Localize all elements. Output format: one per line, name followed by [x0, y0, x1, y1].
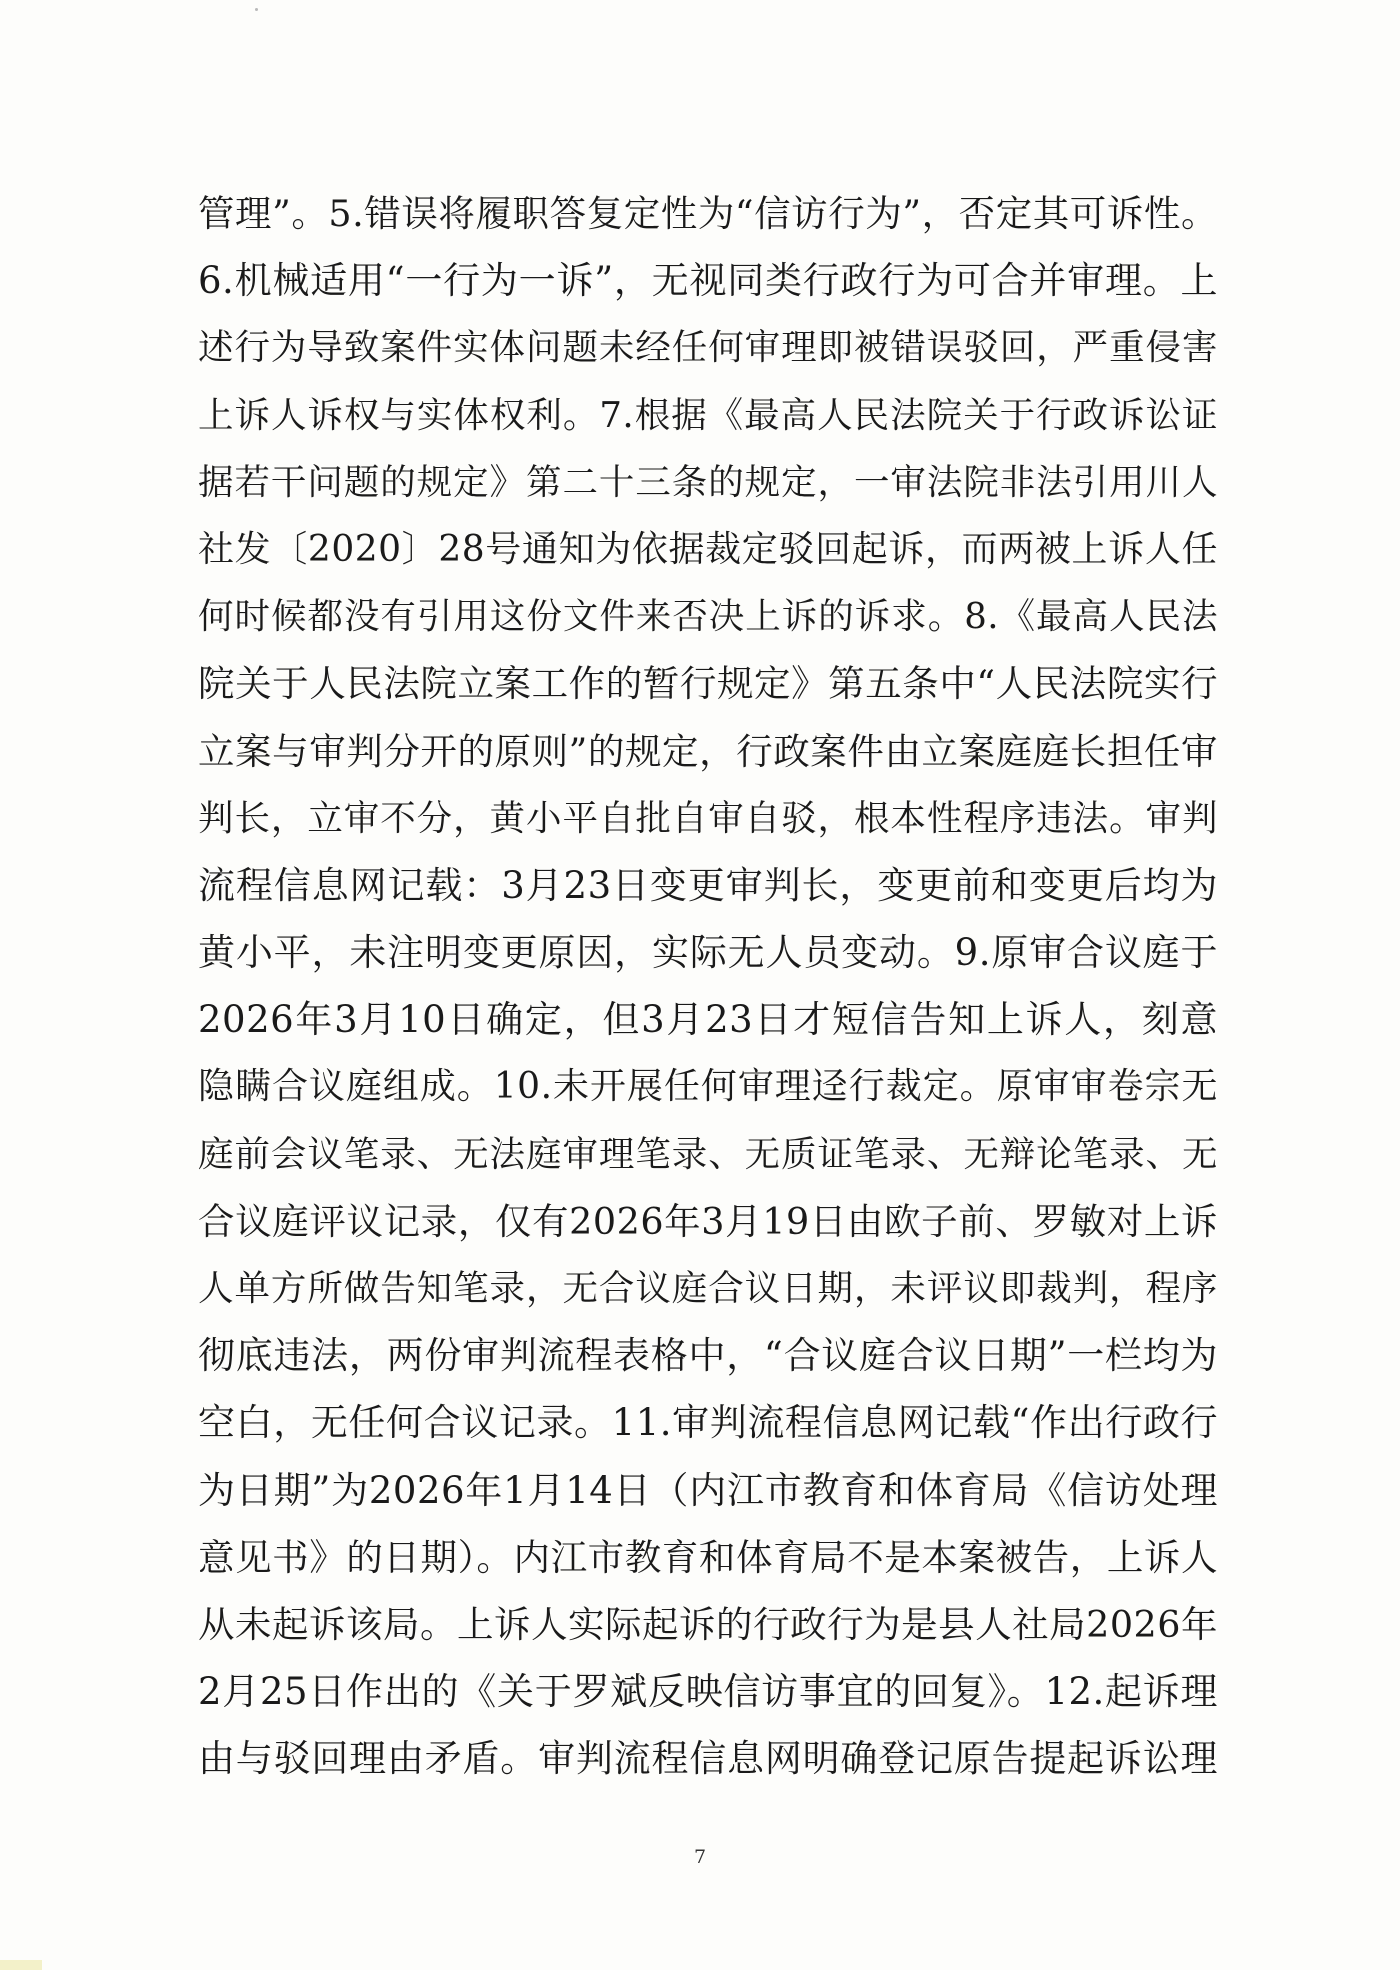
page-number: 7: [693, 1846, 707, 1868]
text-line: 2026年3月10日确定，但3月23日才短信告知上诉人，刻意: [198, 998, 1218, 1042]
text-line: 管理”。5.错误将履职答复定性为“信访行为”，否定其可诉性。: [198, 192, 1218, 235]
text-line: 从未起诉该局。上诉人实际起诉的行政行为是县人社局2026年: [198, 1602, 1218, 1646]
text-line: 流程信息网记载：3月23日变更审判长，变更前和变更后均为: [198, 863, 1218, 907]
text-line: 述行为导致案件实体问题未经任何审理即被错误驳回，严重侵害: [198, 327, 1218, 369]
text-line: 人单方所做告知笔录，无合议庭合议日期，未评议即裁判，程序: [198, 1268, 1218, 1309]
text-line: 6.机械适用“一行为一诉”，无视同类行政行为可合并审理。上: [198, 259, 1218, 303]
text-line: 空白，无任何合议记录。11.审判流程信息网记载“作出行政行: [198, 1401, 1218, 1445]
scan-speck: [255, 8, 258, 11]
text-line: 上诉人诉权与实体权利。7.根据《最高人民法院关于行政诉讼证: [198, 394, 1218, 436]
text-line: 意见书》的日期）。内江市教育和体育局不是本案被告，上诉人: [198, 1535, 1218, 1579]
text-line: 合议庭评议记录，仅有2026年3月19日由欧子前、罗敏对上诉: [198, 1199, 1218, 1243]
text-line: 彻底违法，两份审判流程表格中，“合议庭合议日期”一栏均为: [198, 1334, 1218, 1378]
text-line: 院关于人民法院立案工作的暂行规定》第五条中“人民法院实行: [198, 662, 1218, 706]
text-line: 庭前会议笔录、无法庭审理笔录、无质证笔录、无辩论笔录、无: [198, 1133, 1218, 1175]
body-text: [198, 180, 1218, 1793]
text-line: 判长，立审不分，黄小平自批自审自驳，根本性程序违法。审判: [198, 797, 1218, 839]
paper-stain: [0, 1960, 42, 1970]
text-line: 隐瞒合议庭组成。10.未开展任何审理迳行裁定。原审审卷宗无: [198, 1066, 1218, 1108]
text-line: 为日期”为2026年1月14日（内江市教育和体育局《信访处理: [198, 1468, 1218, 1512]
text-line: 2月25日作出的《关于罗斌反映信访事宜的回复》。12.起诉理: [198, 1670, 1218, 1714]
text-line: 据若干问题的规定》第二十三条的规定，一审法院非法引用川人: [198, 461, 1218, 503]
text-line: 黄小平，未注明变更原因，实际无人员变动。9.原审合议庭于: [198, 931, 1218, 975]
text-line: 由与驳回理由矛盾。审判流程信息网明确登记原告提起诉讼理: [198, 1737, 1218, 1781]
text-line: 社发〔2020〕28号通知为依据裁定驳回起诉，而两被上诉人任: [198, 528, 1218, 570]
text-line: 何时候都没有引用这份文件来否决上诉的诉求。8.《最高人民法: [198, 596, 1218, 638]
text-line: 立案与审判分开的原则”的规定，行政案件由立案庭庭长担任审: [198, 729, 1218, 773]
